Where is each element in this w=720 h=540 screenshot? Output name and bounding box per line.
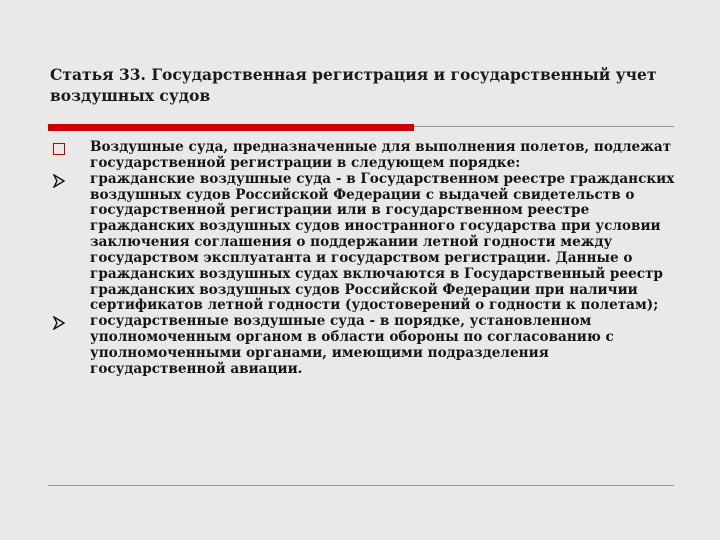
slide-body [46,140,676,378]
title-accent-bar [48,124,414,131]
list-item [46,314,676,377]
list-item [46,172,676,315]
footer-divider-line [48,485,674,486]
list-item [46,140,676,172]
arrow-bullet-icon [52,174,66,188]
slide-title: Статья 33. Государственная регистрация и государственный учет воздушных судов [50,65,657,105]
arrow-bullet-icon [52,316,66,330]
list-item-text: государственные воздушные суда - в порядке, установленном уполномоченным органом в области обороны по согласованию с уполномоченными органами, имеющими подразделения государственной авиации. [90,313,614,377]
square-bullet-icon [53,143,65,155]
list-item-text: Воздушные суда, предназначенные для выполнения полетов, подлежат государственной регистрации в следующем порядке: [90,139,672,171]
list-item-text: гражданские воздушные суда - в Государственном реестре гражданских воздушных судов Российской Федерации с выдачей свидетельств о государственной регистрации или в государственном реестре гражданских воздушных судов иностранного государства при условии заключения соглашения о поддержании летной годности между государством эксплуатанта и государством регистрации. Данные о гражданских воздушных судах включаются в Государственный реестр гражданских воздушных судов Российской Федерации при наличии сертификатов летной годности (удостоверений о годности к полетам); [90,170,675,314]
